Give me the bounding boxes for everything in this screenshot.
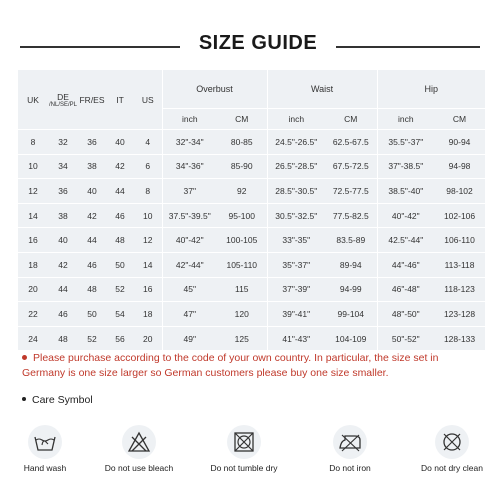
table-cell: 85-90 <box>217 154 267 179</box>
header-overbust: Overbust <box>162 70 267 109</box>
table-cell: 30.5"-32.5" <box>267 203 325 228</box>
table-cell: 52 <box>78 326 106 351</box>
table-cell: 12 <box>134 228 162 253</box>
table-cell: 46"-48" <box>377 277 434 302</box>
table-cell: 95-100 <box>217 203 267 228</box>
table-cell: 40 <box>106 130 134 155</box>
table-cell: 80-85 <box>217 130 267 155</box>
table-cell: 49" <box>162 326 217 351</box>
table-cell: 24 <box>18 326 48 351</box>
table-cell: 26.5"-28.5" <box>267 154 325 179</box>
table-cell: 37.5"-39.5" <box>162 203 217 228</box>
table-cell: 50"-52" <box>377 326 434 351</box>
header-uk: UK <box>18 70 48 130</box>
care-item-no-iron <box>305 425 395 473</box>
table-cell: 125 <box>217 326 267 351</box>
table-cell: 18 <box>18 252 48 277</box>
table-cell: 36 <box>48 179 78 204</box>
no-tumble-dry-icon <box>227 425 261 459</box>
table-cell: 38 <box>78 154 106 179</box>
table-cell: 52 <box>106 277 134 302</box>
table-cell: 44 <box>78 228 106 253</box>
care-item-no-dry-clean <box>407 425 497 473</box>
table-cell: 33"-35" <box>267 228 325 253</box>
care-label-no-iron: Do not iron <box>329 463 371 473</box>
table-cell: 12 <box>18 179 48 204</box>
table-cell: 113-118 <box>434 252 485 277</box>
subheader-overbust-cm: CM <box>217 109 267 130</box>
header-de-label: DE <box>57 91 69 102</box>
table-row <box>18 130 485 155</box>
table-cell: 22 <box>18 302 48 327</box>
table-cell: 47" <box>162 302 217 327</box>
title-bar <box>0 30 500 64</box>
table-cell: 67.5-72.5 <box>325 154 377 179</box>
header-de-sub: /NL/SE/PL <box>48 101 77 108</box>
table-cell: 118-123 <box>434 277 485 302</box>
table-cell: 106-110 <box>434 228 485 253</box>
table-row <box>18 228 485 253</box>
table-cell: 32"-34" <box>162 130 217 155</box>
care-label-no-dry-clean: Do not dry clean <box>421 463 483 473</box>
table-cell: 54 <box>106 302 134 327</box>
header-hip: Hip <box>377 70 485 109</box>
table-cell: 40"-42" <box>162 228 217 253</box>
table-cell: 20 <box>18 277 48 302</box>
table-cell: 8 <box>18 130 48 155</box>
table-cell: 14 <box>18 203 48 228</box>
table-cell: 115 <box>217 277 267 302</box>
note-bullet <box>22 355 27 360</box>
table-cell: 6 <box>134 154 162 179</box>
table-row <box>18 326 485 351</box>
care-symbol-heading-text: Care Symbol <box>32 394 93 406</box>
care-item-hand-wash <box>0 425 90 473</box>
table-cell: 46 <box>48 302 78 327</box>
table-cell: 44 <box>48 277 78 302</box>
no-bleach-icon <box>122 425 156 459</box>
table-cell: 44 <box>106 179 134 204</box>
table-cell: 35"-37" <box>267 252 325 277</box>
size-table <box>18 70 485 344</box>
table-cell: 10 <box>18 154 48 179</box>
table-cell: 62.5-67.5 <box>325 130 377 155</box>
table-cell: 94-99 <box>325 277 377 302</box>
table-cell: 4 <box>134 130 162 155</box>
header-it: IT <box>106 70 134 130</box>
size-table-grid <box>18 70 485 351</box>
table-cell: 46 <box>106 203 134 228</box>
table-cell: 37"-38.5" <box>377 154 434 179</box>
hand-wash-icon <box>28 425 62 459</box>
table-cell: 42 <box>78 203 106 228</box>
subheader-hip-cm: CM <box>434 109 485 130</box>
table-cell: 42.5"-44" <box>377 228 434 253</box>
care-label-hand-wash: Hand wash <box>23 463 67 473</box>
table-cell: 120 <box>217 302 267 327</box>
table-row <box>18 252 485 277</box>
care-symbol-heading <box>22 394 93 406</box>
header-fr: FR/ES <box>78 70 106 130</box>
table-cell: 102-106 <box>434 203 485 228</box>
table-cell: 46 <box>78 252 106 277</box>
table-cell: 98-102 <box>434 179 485 204</box>
table-cell: 50 <box>106 252 134 277</box>
table-cell: 37"-39" <box>267 277 325 302</box>
no-dry-clean-icon <box>435 425 469 459</box>
subheader-waist-cm: CM <box>325 109 377 130</box>
purchase-note-text: Please purchase according to the code of your own country. In particular, the size set in Germany is one size larger so German customers please buy one size smaller. <box>22 352 439 379</box>
table-row <box>18 302 485 327</box>
table-cell: 128-133 <box>434 326 485 351</box>
table-cell: 10 <box>134 203 162 228</box>
table-cell: 36 <box>78 130 106 155</box>
table-cell: 14 <box>134 252 162 277</box>
table-cell: 42"-44" <box>162 252 217 277</box>
table-cell: 104-109 <box>325 326 377 351</box>
header-us: US <box>134 70 162 130</box>
table-cell: 34"-36" <box>162 154 217 179</box>
table-cell: 41"-43" <box>267 326 325 351</box>
table-cell: 123-128 <box>434 302 485 327</box>
title-divider-right <box>336 46 480 48</box>
purchase-note <box>22 351 484 381</box>
table-cell: 45" <box>162 277 217 302</box>
table-cell: 35.5"-37" <box>377 130 434 155</box>
table-cell: 48"-50" <box>377 302 434 327</box>
table-cell: 77.5-82.5 <box>325 203 377 228</box>
header-de <box>48 70 78 130</box>
subheader-overbust-inch: inch <box>162 109 217 130</box>
table-cell: 32 <box>48 130 78 155</box>
table-cell: 40 <box>48 228 78 253</box>
table-cell: 8 <box>134 179 162 204</box>
table-cell: 50 <box>78 302 106 327</box>
table-cell: 48 <box>78 277 106 302</box>
table-cell: 34 <box>48 154 78 179</box>
table-cell: 20 <box>134 326 162 351</box>
table-cell: 40 <box>78 179 106 204</box>
table-cell: 56 <box>106 326 134 351</box>
care-bullet <box>22 397 26 401</box>
care-label-no-tumble-dry: Do not tumble dry <box>210 463 278 473</box>
table-cell: 44"-46" <box>377 252 434 277</box>
no-iron-icon <box>333 425 367 459</box>
table-cell: 100-105 <box>217 228 267 253</box>
care-item-no-tumble-dry <box>199 425 289 473</box>
table-cell: 83.5-89 <box>325 228 377 253</box>
table-cell: 105-110 <box>217 252 267 277</box>
table-cell: 38.5"-40" <box>377 179 434 204</box>
title-divider-left <box>20 46 180 48</box>
table-cell: 42 <box>106 154 134 179</box>
table-cell: 24.5"-26.5" <box>267 130 325 155</box>
care-label-no-bleach: Do not use bleach <box>104 463 174 473</box>
table-cell: 48 <box>106 228 134 253</box>
table-cell: 18 <box>134 302 162 327</box>
care-item-no-bleach <box>94 425 184 473</box>
table-row <box>18 203 485 228</box>
table-cell: 16 <box>134 277 162 302</box>
table-cell: 39"-41" <box>267 302 325 327</box>
table-cell: 40"-42" <box>377 203 434 228</box>
table-cell: 72.5-77.5 <box>325 179 377 204</box>
table-cell: 38 <box>48 203 78 228</box>
subheader-hip-inch: inch <box>377 109 434 130</box>
subheader-waist-inch: inch <box>267 109 325 130</box>
table-cell: 28.5"-30.5" <box>267 179 325 204</box>
table-cell: 92 <box>217 179 267 204</box>
table-cell: 42 <box>48 252 78 277</box>
table-row <box>18 179 485 204</box>
table-cell: 16 <box>18 228 48 253</box>
table-cell: 48 <box>48 326 78 351</box>
table-cell: 90-94 <box>434 130 485 155</box>
table-cell: 37" <box>162 179 217 204</box>
table-row <box>18 154 485 179</box>
table-cell: 99-104 <box>325 302 377 327</box>
table-cell: 89-94 <box>325 252 377 277</box>
table-cell: 94-98 <box>434 154 485 179</box>
page-title: SIZE GUIDE <box>198 32 318 54</box>
table-row <box>18 277 485 302</box>
header-waist: Waist <box>267 70 377 109</box>
